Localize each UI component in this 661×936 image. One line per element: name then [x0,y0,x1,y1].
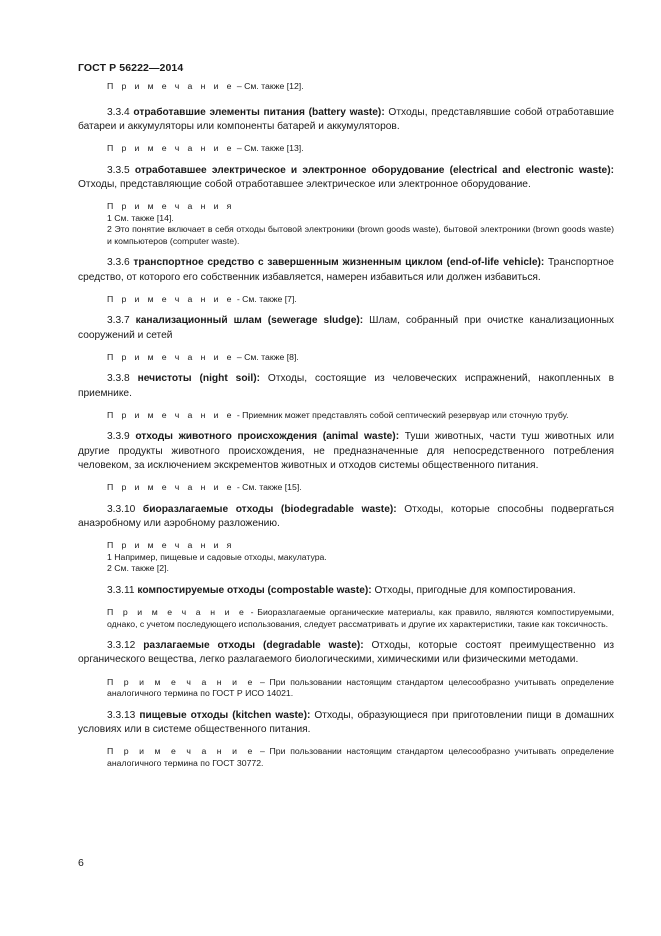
note [78,81,614,93]
note [78,294,614,306]
term-title: нечистоты (night soil): [137,373,260,385]
term-title: пищевые отходы (kitchen waste): [139,709,311,721]
term-number: 3.3.13 [107,709,136,721]
term-entry [78,106,614,134]
notes-label: П р и м е ч а н и я [107,539,235,550]
term-title: компостируемые отходы (compostable waste): [137,584,372,596]
note-text: – См. также [13]. [234,143,304,153]
note [78,143,614,155]
term-definition: Отходы, пригодные для компостирования. [371,584,576,596]
term-title: биоразлагаемые отходы (biodegradable waste): [142,503,397,515]
page-number: 6 [78,857,84,869]
term-number: 3.3.11 [107,584,135,596]
notes [78,201,614,247]
term-entry [78,584,614,598]
note-item: 1 См. также [14]. [107,212,174,223]
note-text: - Приемник может представлять собой септический резервуар или сточную трубу. [234,409,569,420]
note [78,607,614,630]
term-number: 3.3.4 [107,106,130,118]
note-label: П р и м е ч а н и е [107,143,235,153]
term-definition: Отходы, образующиеся при приготовлении пищи в домашних условиях или в системе общественного питания. [78,709,614,735]
term-number: 3.3.6 [107,257,130,269]
term-title: отработавшее электрическое и электронное оборудование (electrical and electronic waste): [134,164,614,176]
note-label: П р и м е ч а н и е [107,351,235,362]
note-item: 1 Например, пищевые и садовые отходы, макулатура. [107,551,327,562]
note-text: - См. также [15]. [234,481,302,492]
note [78,410,614,422]
note [78,677,614,700]
document-body [78,81,614,778]
term-definition: Шлам, собранный при очистке канализационных сооружений и сетей [78,315,614,341]
term-definition: Транспортное средство, от которого его собственник избавляется, намерен избавиться или должен избавиться. [78,257,614,283]
note-label: П р и м е ч а н и е [107,293,235,304]
note-text: – См. также [8]. [234,351,299,362]
term-definition: Туши животных, части туш животных или другие продукты животного происхождения, не предназначенные для непосредственного потребления человеком, за исключением экскрементов животных и отходов системы общественного питания. [78,431,615,471]
term-definition: Отходы, представляющие собой отработавшее электрическое или электронное оборудование. [78,178,531,190]
term-entry [78,430,614,473]
note-text: – При пользовании настоящим стандартом целесообразно учитывать определение аналогичного термина по ГОСТ Р ИСО 14021. [107,676,614,699]
note-label: П р и м е ч а н и е [107,481,235,492]
term-entry [78,164,614,192]
term-number: 3.3.12 [107,640,136,652]
term-entry [78,709,614,737]
term-number: 3.3.5 [107,164,130,176]
note-label: П р и м е ч а н и е [107,81,235,91]
note [78,482,614,494]
term-definition: Отходы, представлявшие собой отработавшие батареи и аккумуляторы или компоненты батарей и аккумуляторов. [78,106,614,132]
term-entry [78,503,614,531]
note-label: П р и м е ч а н и е [107,409,235,420]
term-definition: Отходы, которые способны подвергаться анаэробному или аэробному разложению. [78,503,614,529]
document-header: ГОСТ Р 56222—2014 [78,62,184,74]
term-entry [78,372,614,400]
term-number: 3.3.8 [107,373,130,385]
note-label: П р и м е ч а н и е [107,746,256,757]
note-text: – См. также [12]. [234,81,304,91]
term-entry [78,639,614,667]
term-number: 3.3.10 [107,503,136,515]
note [78,746,614,769]
note-text: - Биоразлагаемые органические материалы, как правило, являются компостируемыми, однако, с учетом последующего использования, следует рассматривать и другие их характеристики, такие как токсичность. [107,606,614,629]
term-title: разлагаемые отходы (degradable waste): [143,640,364,652]
note-text: – При пользовании настоящим стандартом целесообразно учитывать определение аналогичного термина по ГОСТ 30772. [107,746,614,768]
notes [78,540,614,575]
term-definition: Отходы, состоящие из человеческих испражнений, накопленных в приемнике. [78,373,614,399]
term-entry [78,314,614,342]
term-title: отработавшие элементы питания (battery waste): [133,106,385,118]
term-title: канализационный шлам (sewerage sludge): [135,315,364,327]
term-number: 3.3.7 [107,315,130,327]
term-entry [78,256,614,284]
term-title: отходы животного происхождения (animal waste): [135,431,400,443]
note-label: П р и м е ч а н и е [107,606,247,617]
note-item: 2 См. также [2]. [107,563,169,574]
note-text: - См. также [7]. [234,293,297,304]
notes-label: П р и м е ч а н и я [107,201,235,211]
term-title: транспортное средство с завершенным жизненным циклом (end-of-life vehicle): [133,257,545,269]
note-item: 2 Это понятие включает в себя отходы бытовой электроники (brown goods waste), бытовой электроники (brown goods waste) и компьютеров (computer waste). [107,224,614,246]
term-definition: Отходы, которые состоят преимущественно из органического вещества, легко разлагаемого биологическими, химическими или физическими методами. [78,640,614,666]
note [78,352,614,364]
term-number: 3.3.9 [107,431,130,443]
note-label: П р и м е ч а н и е [107,676,256,687]
